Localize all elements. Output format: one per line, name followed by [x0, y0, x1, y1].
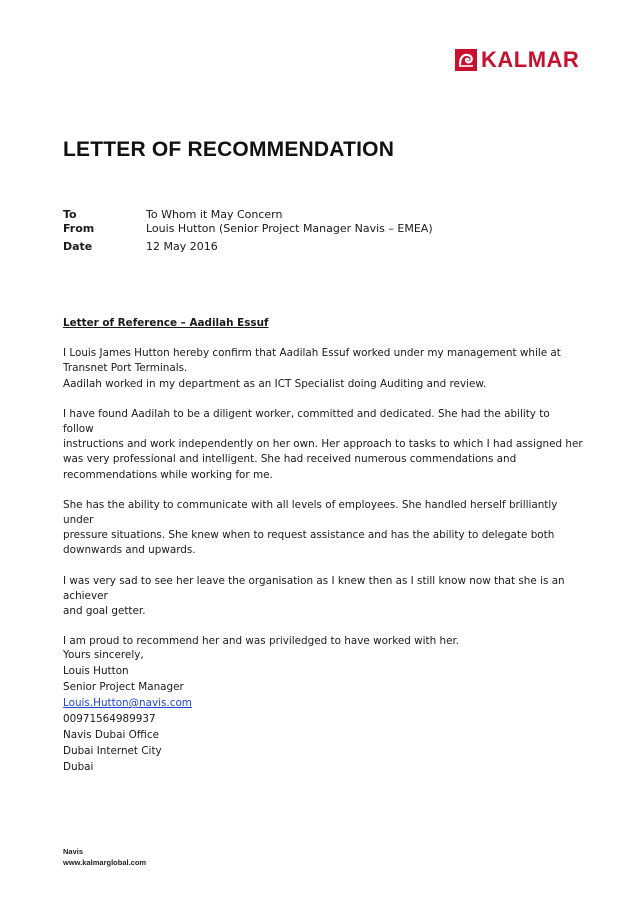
sig-email-link[interactable]: Louis.Hutton@navis.com: [63, 697, 192, 709]
footer-website: www.kalmarglobal.com: [63, 858, 147, 867]
body-paragraph: [63, 574, 583, 620]
body-paragraph: [63, 346, 583, 392]
signature-block: [63, 647, 192, 775]
letter-body: [63, 316, 583, 664]
letter-title: LETTER OF RECOMMENDATION: [63, 138, 395, 161]
meta-row-date: [63, 240, 433, 254]
letter-meta: [63, 208, 433, 254]
kalmar-emblem-icon: [455, 49, 477, 71]
body-line: I was very sad to see her leave the organisation as I knew then as I still know now that she is an achiever: [63, 574, 565, 602]
sig-role: Senior Project Manager: [63, 681, 184, 693]
body-line: She has the ability to communicate with all levels of employees. She handled herself brilliantly under: [63, 498, 558, 527]
footer-company: Navis: [63, 847, 84, 856]
meta-label: Date: [63, 240, 93, 253]
body-line: I have found Aadilah to be a diligent worker, committed and dedicated. She had the ability to follow: [63, 407, 550, 436]
body-line: pressure situations. She knew when to request assistance and has the ability to delegate both: [63, 529, 555, 542]
meta-row-from: [63, 222, 433, 236]
sig-phone: 00971564989937: [63, 713, 156, 725]
sig-area: Dubai Internet City: [63, 745, 162, 757]
body-line: Aadilah worked in my department as an ICT Specialist doing Auditing and review.: [63, 377, 487, 390]
meta-value: To Whom it May Concern: [146, 208, 283, 221]
meta-value: 12 May 2016: [146, 240, 218, 253]
body-line: was very professional and intelligent. She had received numerous commendations and: [63, 453, 517, 466]
body-line: instructions and work independently on her own. Her approach to tasks to which I had assigned her: [63, 438, 583, 451]
meta-label: From: [63, 222, 95, 235]
body-paragraph: [63, 498, 583, 559]
body-line: Transnet Port Terminals.: [63, 362, 188, 375]
sig-closing: Yours sincerely,: [63, 649, 144, 661]
body-line: recommendations while working for me.: [63, 468, 273, 481]
letter-subject: Letter of Reference – Aadilah Essuf: [63, 317, 269, 329]
body-line: I Louis James Hutton hereby confirm that Aadilah Essuf worked under my management while at: [63, 347, 561, 360]
kalmar-brand-text: KALMAR: [481, 47, 580, 72]
sig-city: Dubai: [63, 761, 94, 773]
body-paragraph: [63, 407, 583, 483]
meta-label: To: [63, 208, 77, 221]
sig-office: Navis Dubai Office: [63, 729, 159, 741]
body-line: downwards and upwards.: [63, 544, 196, 557]
body-line: I am proud to recommend her and was priviledged to have worked with her.: [63, 635, 460, 648]
meta-row-to: [63, 208, 433, 222]
page-footer: [63, 846, 146, 868]
body-line: and goal getter.: [63, 605, 146, 618]
meta-value: Louis Hutton (Senior Project Manager Navis – EMEA): [146, 222, 433, 235]
sig-name: Louis Hutton: [63, 665, 129, 677]
kalmar-logo: [455, 47, 579, 73]
